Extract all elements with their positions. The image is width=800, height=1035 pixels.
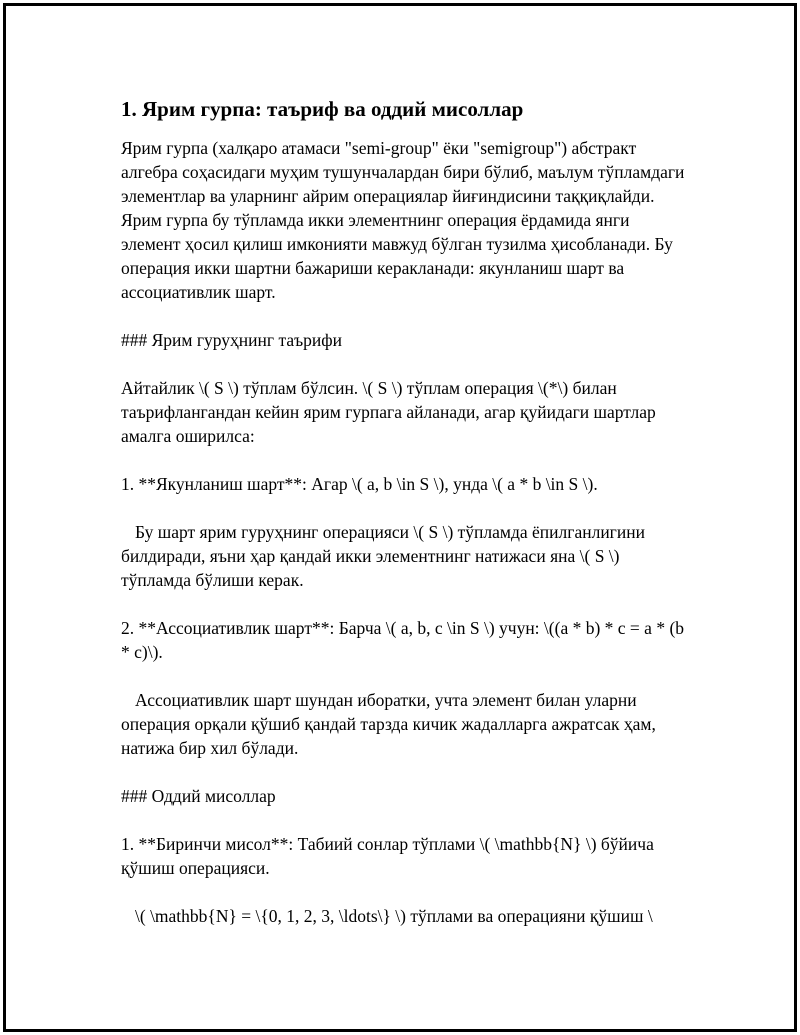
document-page [3, 3, 797, 1032]
associativity-condition: 2. **Ассоциативлик шарт**: Барча \( a, b, c \in S \) учун: \((a * b) * c = a * (b * c)\). [121, 618, 685, 662]
first-example-detail: \( \mathbb{N} = \{0, 1, 2, 3, \ldots\} \) тўплами ва операцияни қўшиш \ [135, 906, 653, 926]
subheading-examples: ### Оддий мисоллар [121, 786, 276, 806]
associativity-explanation: Ассоциативлик шарт шундан иборатки, учта элемент билан уларни операция орқали қўшиб қандай тарзда кичик жадалларга ажратсак ҳам, натижа бир хил бўлади. [121, 690, 656, 758]
section-heading: 1. Ярим гурпа: таъриф ва оддий мисоллар [121, 97, 524, 121]
definition-paragraph: Айтайлик \( S \) тўплам бўлсин. \( S \) тўплам операция \(*\) билан таърифлангандан кейин ярим гурпага айланади, агар қуйидаги шартлар амалга оширилса: [121, 378, 656, 446]
intro-paragraph: Ярим гурпа (халқаро атамаси "semi-group" ёки "semigroup") абстракт алгебра соҳасидаги муҳим тушунчалардан бири бўлиб, маълум тўпламдаги элементлар ва уларнинг айрим операциялар йиғиндисини таққиқлайди. Ярим гурпа бу тўпламда икки элементнинг операция ёрдамида янги элемент ҳосил қилиш имконияти мавжуд бўлган тузилма ҳисобланади. Бу операция икки шартни бажариши керакланади: якунланиш шарт ва ассоциативлик шарт. [121, 138, 685, 302]
closure-condition: 1. **Якунланиш шарт**: Агар \( a, b \in S \), унда \( a * b \in S \). [121, 474, 598, 494]
subheading-definition: ### Ярим гуруҳнинг таърифи [121, 330, 342, 350]
document-body [121, 94, 691, 928]
first-example: 1. **Биринчи мисол**: Табиий сонлар тўплами \( \mathbb{N} \) бўйича қўшиш операцияси. [121, 834, 654, 878]
closure-explanation: Бу шарт ярим гуруҳнинг операцияси \( S \) тўпламда ёпилганлигини билдиради, яъни ҳар қандай икки элементнинг натижаси яна \( S \) тўпламда бўлиши керак. [121, 522, 645, 590]
